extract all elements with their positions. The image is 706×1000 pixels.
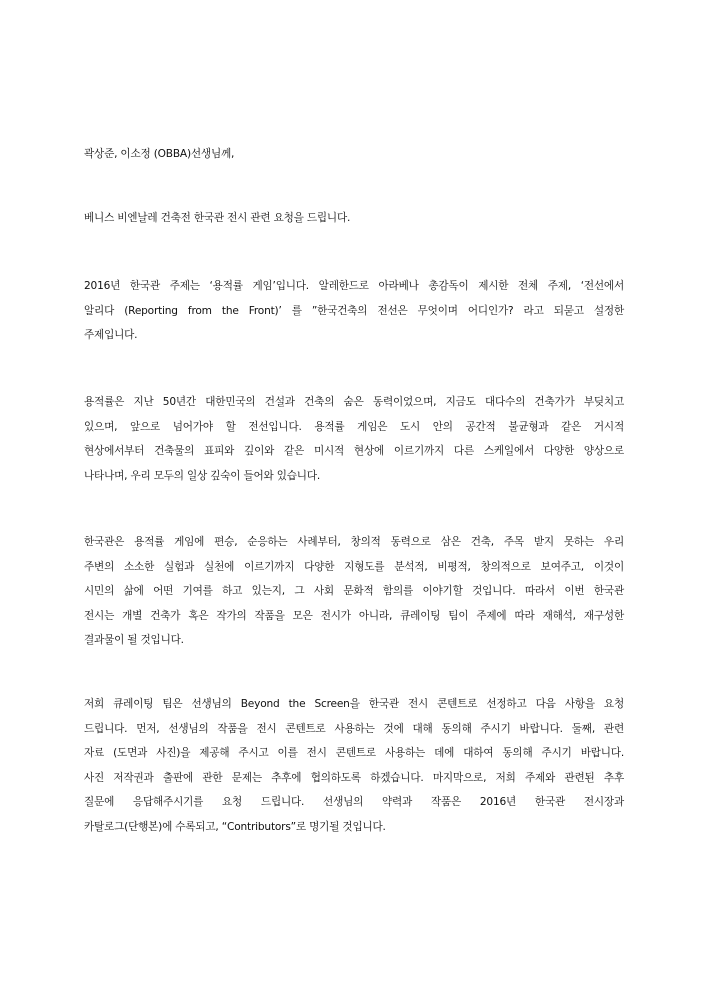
paragraph-line: 2016년 한국관 주제는 ‘용적률 게임’입니다. 알레한드로 아라베나 총감독이 제시한 전체 주제, ‘전선에서	[84, 280, 624, 292]
paragraph-line: 주변의 소소한 실험과 실천에 이르기까지 다양한 지형도를 분석적, 비평적, 창의적으로 보여주고, 이것이	[84, 560, 624, 573]
paragraph-far	[84, 390, 624, 488]
paragraph-request	[84, 692, 624, 839]
paragraph-line: 전시는 개별 건축가 혹은 작가의 작품을 모은 전시가 아니라, 큐레이팅 팀이 주제에 따라 재해석, 재구성한	[84, 609, 624, 622]
paragraph-line: 사진 저작권과 출판에 관한 문제는 추후에 협의하도록 하겠습니다. 마지막으로, 저희 주제와 관련된 추후	[84, 771, 624, 784]
paragraph-line: 저희 큐레이팅 팀은 선생님의 Beyond the Screen을 한국관 전시 콘텐트로 선정하고 다음 사항을 요청	[84, 698, 624, 710]
paragraph-line: 나타나며, 우리 모두의 일상 깊숙이 들어와 있습니다.	[84, 469, 321, 482]
paragraph-pavilion	[84, 530, 624, 653]
salutation	[84, 142, 624, 167]
paragraph-line: 드립니다. 먼저, 선생님의 작품을 전시 콘텐트로 사용하는 것에 대해 동의해 주시기 바랍니다. 둘째, 관련	[84, 722, 624, 735]
paragraph-line: 알리다 (Reporting from the Front)’ 를 ”한국건축의 전선은 무엇이며 어디인가? 라고 되묻고 설정한	[84, 304, 624, 317]
paragraph-theme	[84, 274, 624, 348]
paragraph-line: 한국관은 용적률 게임에 편승, 순응하는 사례부터, 창의적 동력으로 삼은 건축, 주목 받지 못하는 우리	[84, 536, 624, 548]
paragraph-line: 질문에 응답해주시기를 요청 드립니다. 선생님의 약력과 작품은 2016년 한국관 전시장과	[84, 796, 624, 808]
paragraph-line: 있으며, 앞으로 넘어가야 할 전선입니다. 용적률 게임은 도시 안의 공간적 불균형과 같은 거시적	[84, 420, 624, 433]
salutation-line: 곽상준, 이소정 (OBBA)선생님께,	[84, 148, 235, 160]
paragraph-line: 주제입니다.	[84, 329, 138, 341]
intro-line	[84, 206, 624, 231]
paragraph-line: 용적률은 지난 50년간 대한민국의 건설과 건축의 숨은 동력이었으며, 지금도 대다수의 건축가가 부딪치고	[84, 396, 624, 408]
paragraph-line: 현상에서부터 건축물의 표피와 깊이와 같은 미시적 현상에 이르기까지 다른 스케일에서 다양한 양상으로	[84, 445, 624, 457]
intro-text: 베니스 비엔날레 건축전 한국관 전시 관련 요청을 드립니다.	[84, 212, 351, 224]
paragraph-line: 시민의 삶에 어떤 기여를 하고 있는지, 그 사회 문화적 함의를 이야기할 것입니다. 따라서 이번 한국관	[84, 585, 624, 597]
paragraph-line: 자료 (도면과 사진)을 제공해 주시고 이를 전시 콘텐트로 사용하는 데에 대하여 동의해 주시기 바랍니다.	[84, 747, 624, 759]
paragraph-line: 결과물이 될 것입니다.	[84, 634, 184, 646]
paragraph-line: 카탈로그(단행본)에 수록되고, “Contributors”로 명기될 것입니다.	[84, 820, 386, 833]
